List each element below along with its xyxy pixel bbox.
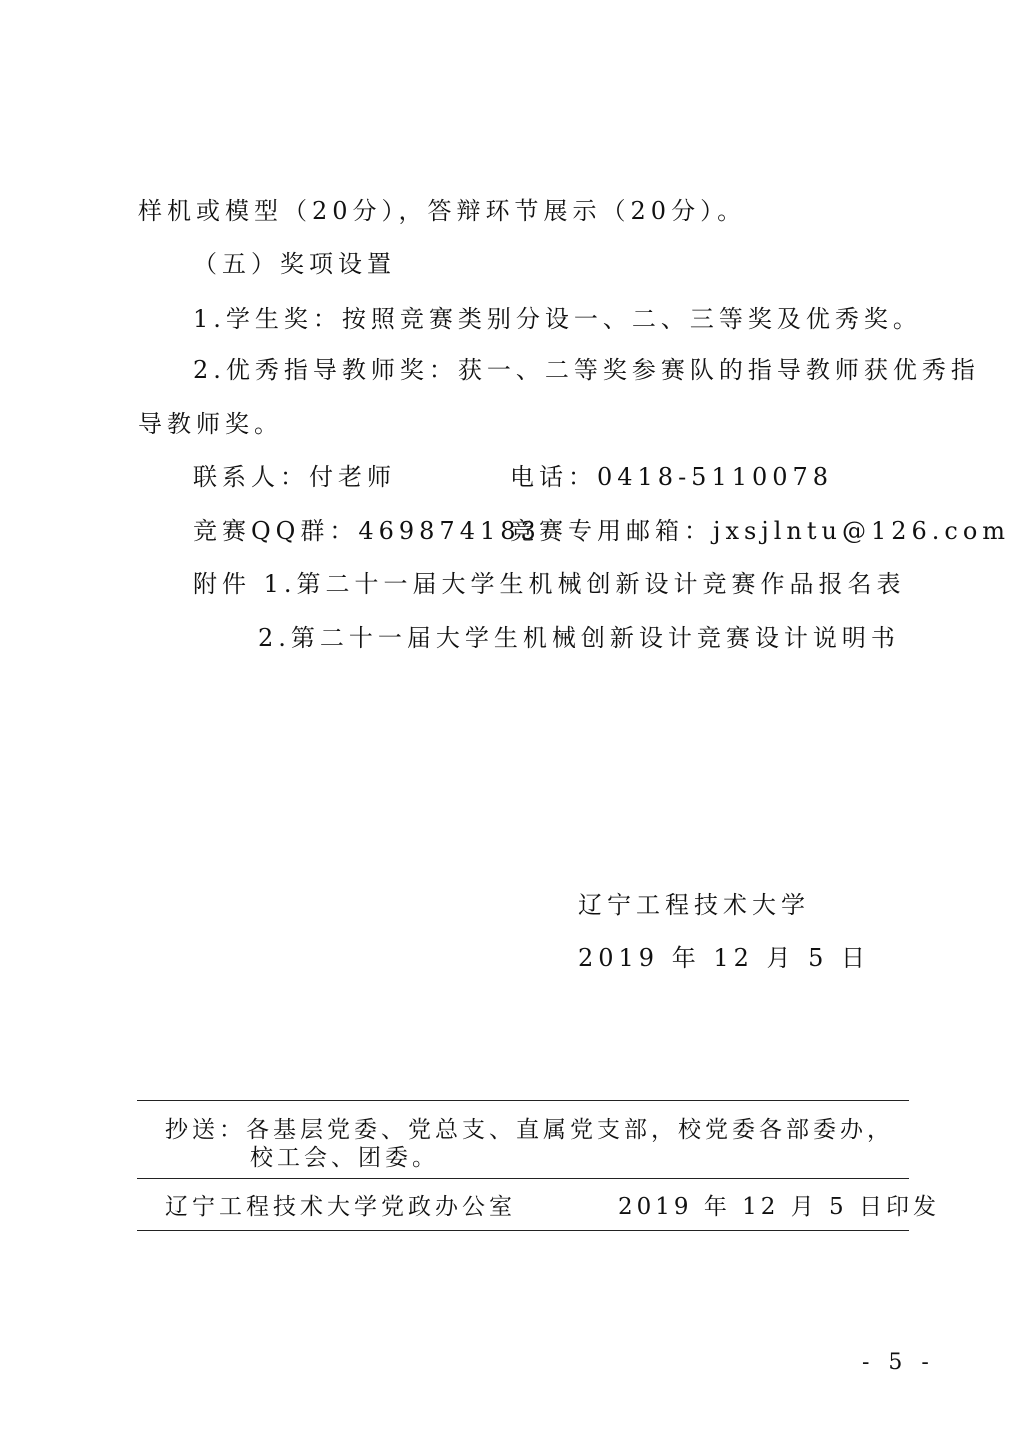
award-item-2-line-2: 导教师奖。 <box>138 410 283 438</box>
award-item-2-line-1: 2.优秀指导教师奖：获一、二等奖参赛队的指导教师获优秀指 <box>193 356 980 384</box>
attachment-1: 附件 1.第二十一届大学生机械创新设计竞赛作品报名表 <box>193 570 906 598</box>
contact-person: 联系人：付老师 <box>193 463 396 491</box>
footer-rule-top <box>137 1100 909 1101</box>
issue-date: 2019 年 12 月 5 日印发 <box>618 1194 940 1220</box>
cc-line-1: 抄送：各基层党委、党总支、直属党支部，校党委各部委办， <box>165 1117 894 1143</box>
footer-rule-middle <box>137 1178 909 1179</box>
signature-date: 2019 年 12 月 5 日 <box>578 944 871 972</box>
page-number: - 5 - <box>862 1350 935 1375</box>
footer-rule-bottom <box>137 1230 909 1231</box>
award-item-1: 1.学生奖：按照竞赛类别分设一、二、三等奖及优秀奖。 <box>193 305 922 333</box>
body-line-1: 样机或模型（20分），答辩环节展示（20分）。 <box>138 197 747 225</box>
qq-group: 竞赛QQ群：469874183 <box>193 517 541 545</box>
signature-org: 辽宁工程技术大学 <box>578 891 810 919</box>
contact-phone: 电话：0418-5110078 <box>510 463 834 491</box>
issuer: 辽宁工程技术大学党政办公室 <box>165 1194 516 1220</box>
cc-line-2: 校工会、团委。 <box>250 1145 439 1171</box>
attachment-2: 2.第二十一届大学生机械创新设计竞赛设计说明书 <box>258 624 900 652</box>
contact-email: 竞赛专用邮箱：jxsjlntu@126.com <box>510 517 1011 545</box>
section-heading: （五）奖项设置 <box>193 250 396 278</box>
